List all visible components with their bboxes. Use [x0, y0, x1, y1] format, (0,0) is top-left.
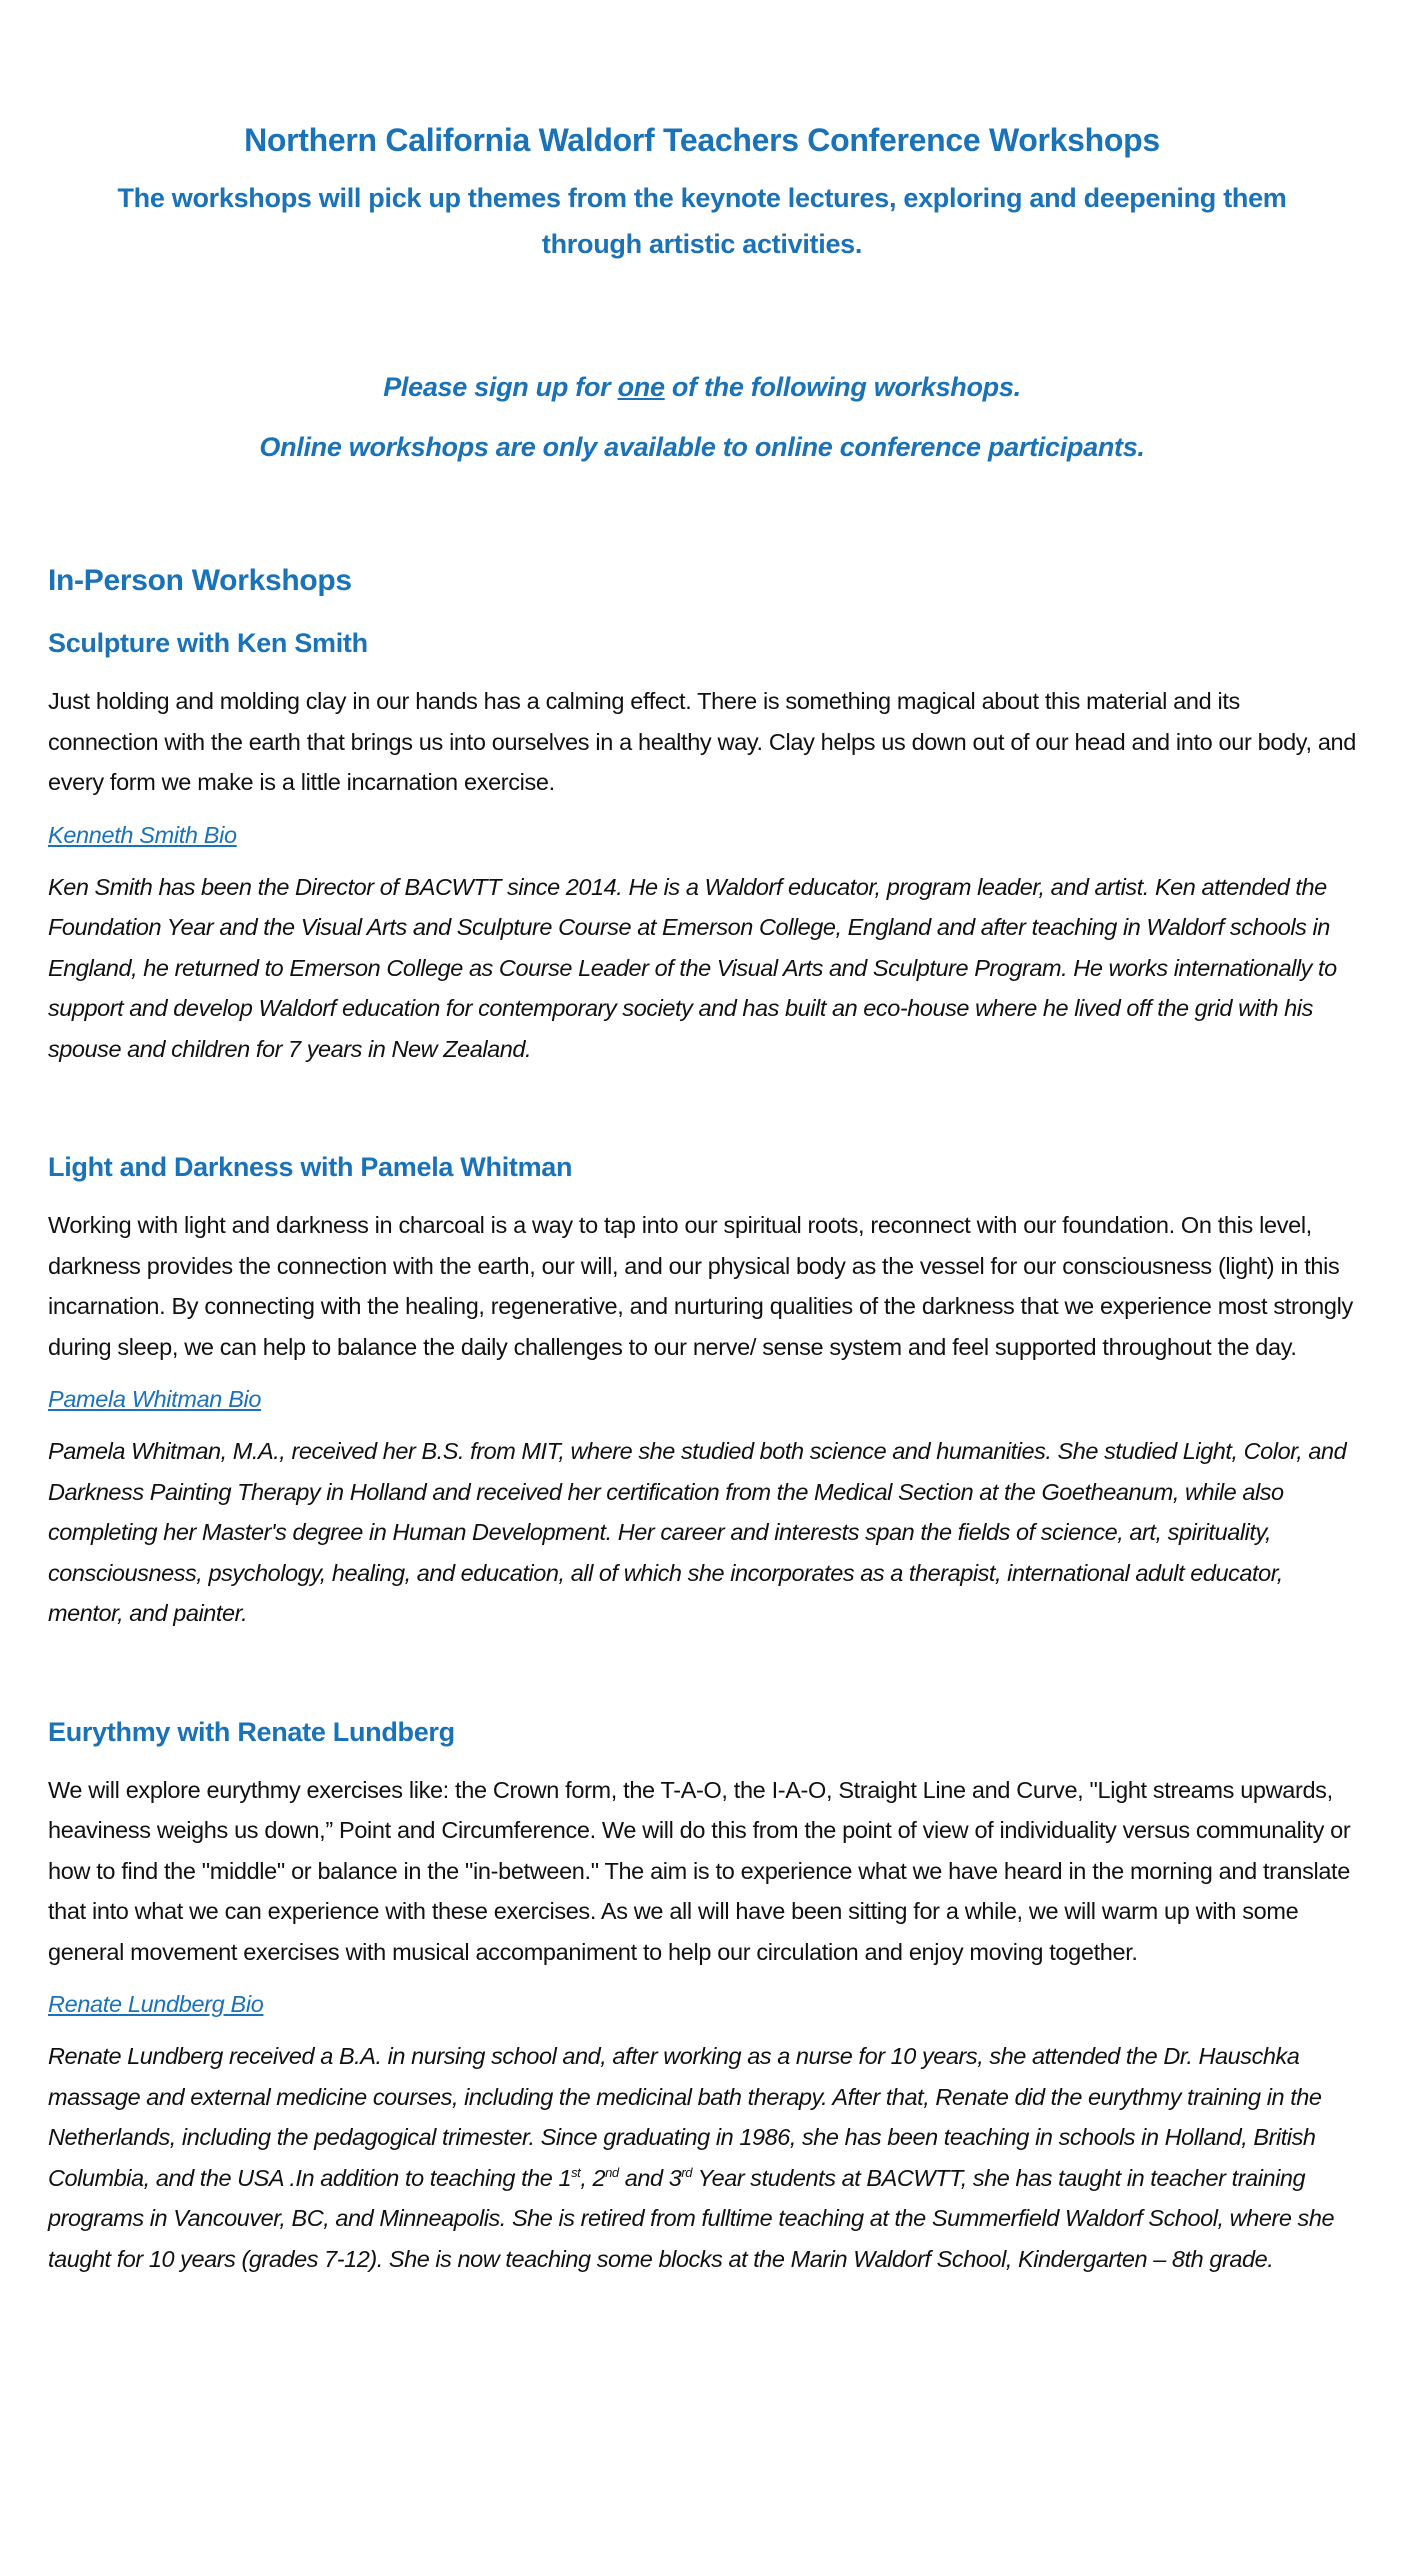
ordinal-suffix: nd	[605, 2164, 619, 2180]
workshop-bio: Pamela Whitman, M.A., received her B.S. from MIT, where she studied both science and humanities. She studied Light, Color, and Darkness Painting Therapy in Holland and received her certification from the Medical Section at the Goetheanum, while also completing her Master's degree in Human Development. Her career and interests span the fields of science, art, spirituality, consciousness, psychology, healing, and education, all of which she incorporates as a therapist, international adult educator, mentor, and painter.	[48, 1438, 1347, 1626]
bio-link-pamela-whitman[interactable]: Pamela Whitman Bio	[48, 1386, 262, 1412]
workshop-sculpture	[48, 623, 1356, 1069]
workshop-light-darkness	[48, 1147, 1356, 1634]
workshop-title: Eurythmy with Renate Lundberg	[48, 1716, 455, 1747]
bio-text: and 3	[618, 2164, 682, 2191]
bio-link-kenneth-smith[interactable]: Kenneth Smith Bio	[48, 821, 237, 848]
section-heading-in-person: In-Person Workshops	[48, 564, 352, 597]
signup-suffix: of the following workshops.	[664, 372, 1021, 402]
workshop-description: Working with light and darkness in charcoal is a way to tap into our spiritual roots, reconnect with our foundation. On this level, darkness provides the connection with the earth, our will, and our physical body as the vessel for our consciousness (light) in this incarnation. By connecting with the healing, regenerative, and nurturing qualities of the darkness that we experience most strongly during sleep, we can help to balance the daily challenges to our nerve/ sense system and feel supported throughout the day.	[48, 1212, 1353, 1360]
page-subtitle: The workshops will pick up themes from the keynote lectures, exploring and deepening them through artistic activities.	[117, 183, 1287, 259]
signup-prefix: Please sign up for	[383, 372, 618, 402]
workshop-eurythmy	[48, 1712, 1356, 2280]
workshop-description: Just holding and molding clay in our hands has a calming effect. There is something magical about this material and its connection with the earth that brings us into ourselves in a healthy way. Clay helps us down out of our head and into our body, and every form we make is a little incarnation exercise.	[48, 688, 1356, 795]
signup-emphasis: one	[617, 372, 665, 402]
online-note: Online workshops are only available to online conference participants.	[259, 432, 1145, 462]
bio-text: Year students at BACWTT, she has taught in teacher training programs in Vancouver, BC, and Minneapolis. She is retired from fulltime teaching at the Summerfield Waldorf School, where she taught for 10 years (grades 7-12). She is now teaching some blocks at the Marin Waldorf School, Kindergarten – 8th grade.	[48, 2164, 1335, 2272]
ordinal-suffix: st	[571, 2164, 581, 2180]
bio-text: , 2	[580, 2164, 606, 2191]
workshop-description: We will explore eurythmy exercises like: the Crown form, the T-A-O, the I-A-O, Straight Line and Curve, "Light streams upwards, heaviness weighs us down,” Point and Circumference. We will do this from the point of view of individuality versus communality or how to find the "middle" or balance in the "in-between." The aim is to experience what we have heard in the morning and translate that into what we can experience with these exercises. As we all will have been sitting for a while, we will warm up with some general movement exercises with musical accompaniment to help our circulation and enjoy moving together.	[48, 1776, 1351, 1965]
workshop-title: Light and Darkness with Pamela Whitman	[48, 1152, 573, 1182]
workshop-bio: Ken Smith has been the Director of BACWTT since 2014. He is a Waldorf educator, program leader, and artist. Ken attended the Foundation Year and the Visual Arts and Sculpture Course at Emerson College, England and after teaching in Waldorf schools in England, he returned to Emerson College as Course Leader of the Visual Arts and Sculpture Program. He works internationally to support and develop Waldorf education for contemporary society and has built an eco-house where he lived off the grid with his spouse and children for 7 years in New Zealand.	[48, 873, 1337, 1062]
workshop-title: Sculpture with Ken Smith	[48, 628, 368, 658]
workshop-bio	[48, 2036, 1356, 2279]
bio-text: Renate Lundberg received a B.A. in nursing school and, after working as a nurse for 10 years, she attended the Dr. Hauschka massage and external medicine courses, including the medicinal bath therapy. After that, Renate did the eurythmy training in the Netherlands, including the pedagogical trimester. Since graduating in 1986, she has been teaching in schools in Holland, British Columbia, and the USA .In addition to teaching the 1	[48, 2043, 1322, 2191]
signup-instruction	[48, 367, 1356, 407]
ordinal-suffix: rd	[681, 2164, 692, 2180]
bio-link-renate-lundberg[interactable]: Renate Lundberg Bio	[48, 1991, 264, 2017]
page-title: Northern California Waldorf Teachers Conference Workshops	[244, 122, 1160, 158]
